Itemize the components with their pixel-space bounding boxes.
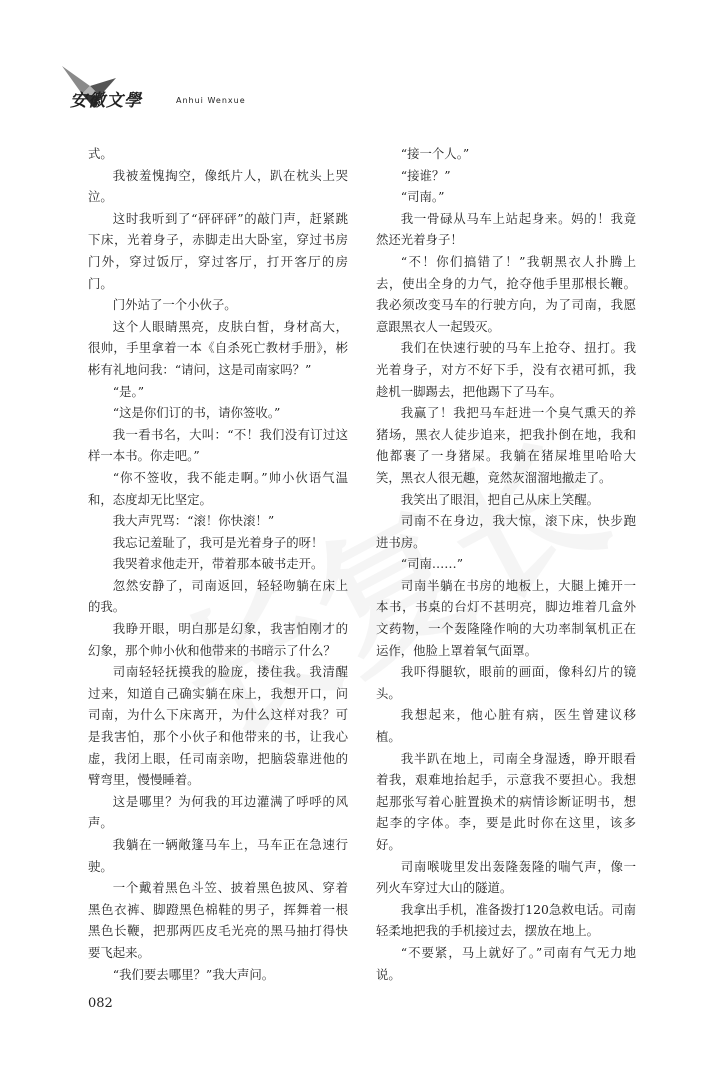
paragraph: 司南不在身边，我大惊，滚下床，快步跑进书房。 [376,513,636,550]
page-number: 082 [88,996,113,1011]
paragraph: 我半趴在地上，司南全身湿透，睁开眼看着我，艰难地抬起手，示意我不要担心。我想起那张写着心脏置换术的病情诊断证明书，想起李的字体。李，要是此时你在这里，该多好。 [376,750,636,852]
paragraph: 司南轻轻抚摸我的脸庞，搂住我。我清醒过来，知道自己确实躺在床上，我想开口，问司南，为什么下床离开，为什么这样对我？可是我害怕，那个小伙子和他带来的书，让我心虚，我闭上眼，任司南亲吻，把脑袋靠进他的臂弯里，慢慢睡着。 [88,664,348,788]
paragraph: “不！你们搞错了！”我朝黑衣人扑腾上去，使出全身的力气，抢夺他手里那根长鞭。我必须改变马车的行驶方向，为了司南，我愿意跟黑衣人一起毁灭。 [376,253,636,334]
paragraph: “你不签收，我不能走啊。”帅小伙语气温和，态度却无比坚定。 [88,469,348,507]
paragraph: “这是你们订的书，请你签收。” [112,405,281,421]
right-text-column [376,143,636,985]
paragraph: 我忘记羞耻了，我可是光着身子的呀！ [112,534,324,550]
paragraph: 司南半躺在书房的地板上，大腿上摊开一本书，书桌的台灯不甚明亮，脚边堆着几盒外文药物，一个轰隆隆作响的大功率制氧机正在运作，他脸上罩着氧气面罩。 [376,577,636,658]
paragraph: 司南喉咙里发出轰隆轰隆的喘气声，像一列火车穿过大山的隧道。 [376,858,636,896]
paragraph: “我们要去哪里？”我大声问。 [112,966,275,982]
paragraph: 门外站了一个小伙子。 [112,297,237,313]
paragraph: 我哭着求他走开，带着那本破书走开。 [112,556,324,572]
paragraph: “是。” [112,383,145,399]
paragraph: 我一看书名，大叫：“不！我们没有订过这样一本书。你走吧。” [88,426,348,464]
paragraph: 忽然安静了，司南返回，轻轻吻躺在床上的我。 [88,577,348,615]
paragraph: 我一骨碌从马车上站起身来。妈的！我竟然还光着身子！ [376,210,636,248]
magazine-title-cn: 安徽文學 [70,91,142,111]
paragraph: 我笑出了眼泪，把自己从床上笑醒。 [400,491,600,507]
paragraph: 这是哪里？为何我的耳边灌满了呼呼的风声。 [88,793,348,831]
paragraph: 式。 [88,146,113,161]
paragraph: 这时我听到了“砰砰砰”的敲门声，赶紧跳下床，光着身子，赤脚走出大卧室，穿过书房门外，穿过饭厅，穿过客厅，打开客厅的房门。 [88,210,348,291]
paragraph: “司南……” [400,556,464,572]
paragraph: 我大声咒骂：“滚！你快滚！” [112,513,275,529]
paragraph: 我想起来，他心脏有病，医生曾建议移植。 [376,707,636,745]
left-text-column [88,143,348,985]
paragraph: “不要紧，马上就好了。”司南有气无力地说。 [376,944,636,982]
paragraph: 一个戴着黑色斗笠、披着黑色披风、穿着黑色衣裤、脚蹬黑色棉鞋的男子，挥舞着一根黑色长鞭，把那两匹皮毛光亮的黑马抽打得快要飞起来。 [88,880,348,960]
paragraph: 我睁开眼，明白那是幻象，我害怕刚才的幻象，那个帅小伙和他带来的书暗示了什么？ [88,621,348,658]
paragraph: “司南。” [400,189,445,205]
magazine-title-en: Anhui Wenxue [176,96,246,105]
paragraph: 我们在快速行驶的马车上抢夺、扭打。我光着身子，对方不好下手，没有衣裙可抓，我趁机一脚踢去，把他踢下了马车。 [376,340,636,399]
paragraph: “接一个人。” [400,146,470,161]
paragraph: 我被羞愧掏空，像纸片人，趴在枕头上哭泣。 [88,167,348,205]
paragraph: 我躺在一辆敞篷马车上，马车正在急速行驶。 [88,837,348,874]
paragraph: 我拿出手机，准备拨打120急救电话。司南轻柔地把我的手机接过去，摆放在地上。 [376,901,636,939]
paragraph: 我吓得腿软，眼前的画面，像科幻片的镜头。 [376,664,636,701]
paragraph: 我赢了！我把马车赶进一个臭气熏天的养猪场，黑衣人徒步追来，把我扑倒在地，我和他都裹了一身猪屎。我躺在猪屎堆里哈哈大笑，黑衣人很无趣，竟然灰溜溜地撤走了。 [376,405,636,485]
paragraph: “接谁？” [400,167,451,183]
paragraph: 这个人眼睛黑亮，皮肤白皙，身材高大，很帅，手里拿着一本《自杀死亡教材手册》，彬彬有礼地问我：“请问，这是司南家吗？” [88,318,348,377]
